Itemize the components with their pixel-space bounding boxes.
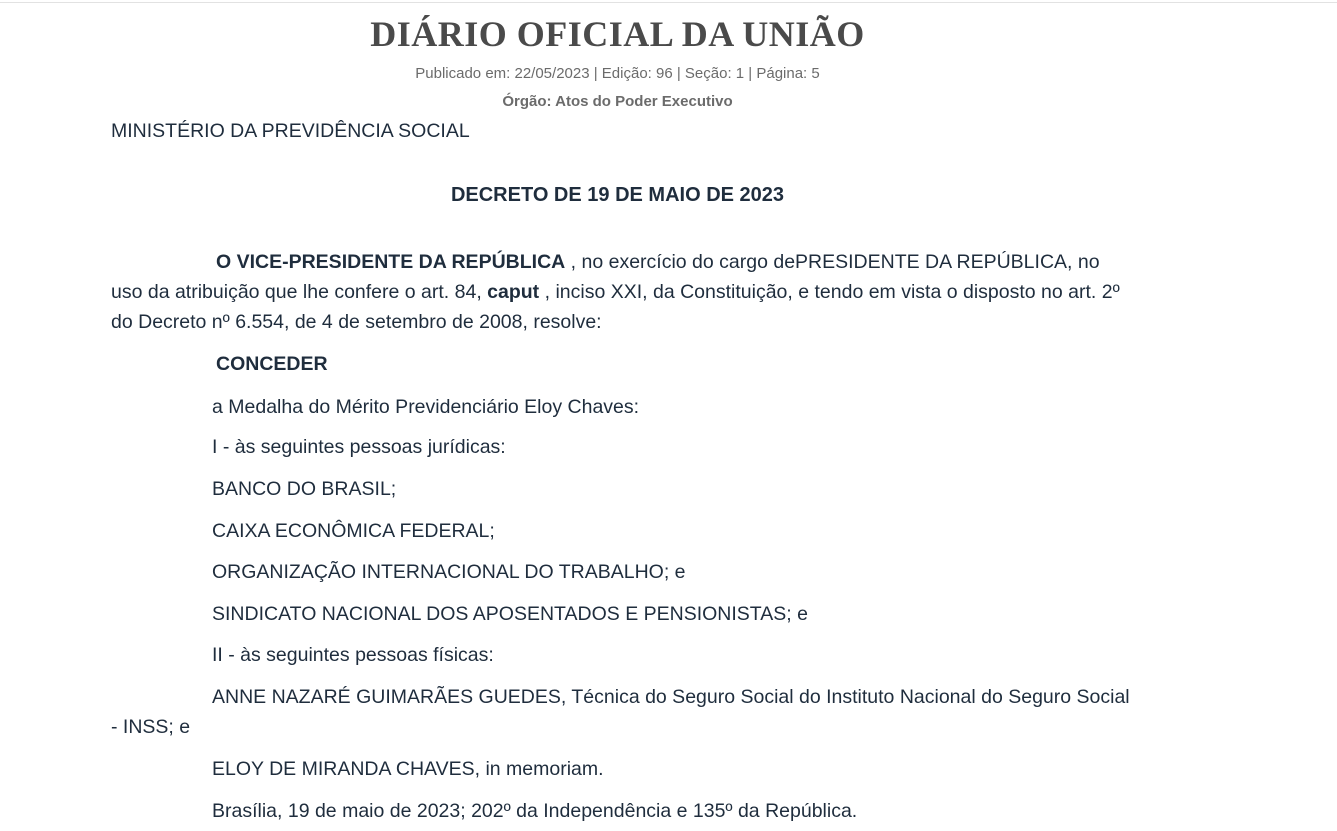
decree-action: CONCEDER <box>216 353 328 375</box>
decree-title: DECRETO DE 19 DE MAIO DE 2023 <box>450 184 785 206</box>
list-item: BANCO DO BRASIL; <box>212 478 397 500</box>
natural-persons-heading: II - às seguintes pessoas físicas: <box>212 644 494 666</box>
legal-entities-heading: I - às seguintes pessoas jurídicas: <box>212 436 506 458</box>
issuing-body: Órgão: Atos do Poder Executivo <box>502 93 733 110</box>
decree-preamble <box>111 247 1126 337</box>
preamble-text-2: , inciso XXI, da Constituição, e tendo em vista o disposto no art. 2º do Decreto nº 6.554, de 4 de setembro de 2008, resolve: <box>111 281 1120 333</box>
list-item: ANNE NAZARÉ GUIMARÃES GUEDES, Técnica do Seguro Social do Instituto Nacional do Seguro Social - INSS; e <box>111 686 1130 738</box>
preamble-caput: caput <box>487 281 540 303</box>
top-divider <box>0 2 1337 3</box>
signature-place-date: Brasília, 19 de maio de 2023; 202º da Independência e 135º da República. <box>212 800 858 822</box>
publication-info: Publicado em: 22/05/2023 | Edição: 96 | Seção: 1 | Página: 5 <box>415 65 820 82</box>
preamble-text-1: , no exercício do cargo dePRESIDENTE DA REPÚBLICA, no uso da atribuição que lhe confere o art. 84, <box>111 251 1100 303</box>
ministry-name: MINISTÉRIO DA PREVIDÊNCIA SOCIAL <box>111 120 470 142</box>
list-item: CAIXA ECONÔMICA FEDERAL; <box>212 520 495 542</box>
medal-line: a Medalha do Mérito Previdenciário Eloy Chaves: <box>212 396 640 418</box>
preamble-lead: O VICE-PRESIDENTE DA REPÚBLICA <box>216 251 566 273</box>
list-item: SINDICATO NACIONAL DOS APOSENTADOS E PENSIONISTAS; e <box>212 603 808 625</box>
gazette-title: DIÁRIO OFICIAL DA UNIÃO <box>370 14 865 54</box>
list-item: ELOY DE MIRANDA CHAVES, in memoriam. <box>212 758 604 780</box>
list-item: ORGANIZAÇÃO INTERNACIONAL DO TRABALHO; e <box>212 561 686 583</box>
